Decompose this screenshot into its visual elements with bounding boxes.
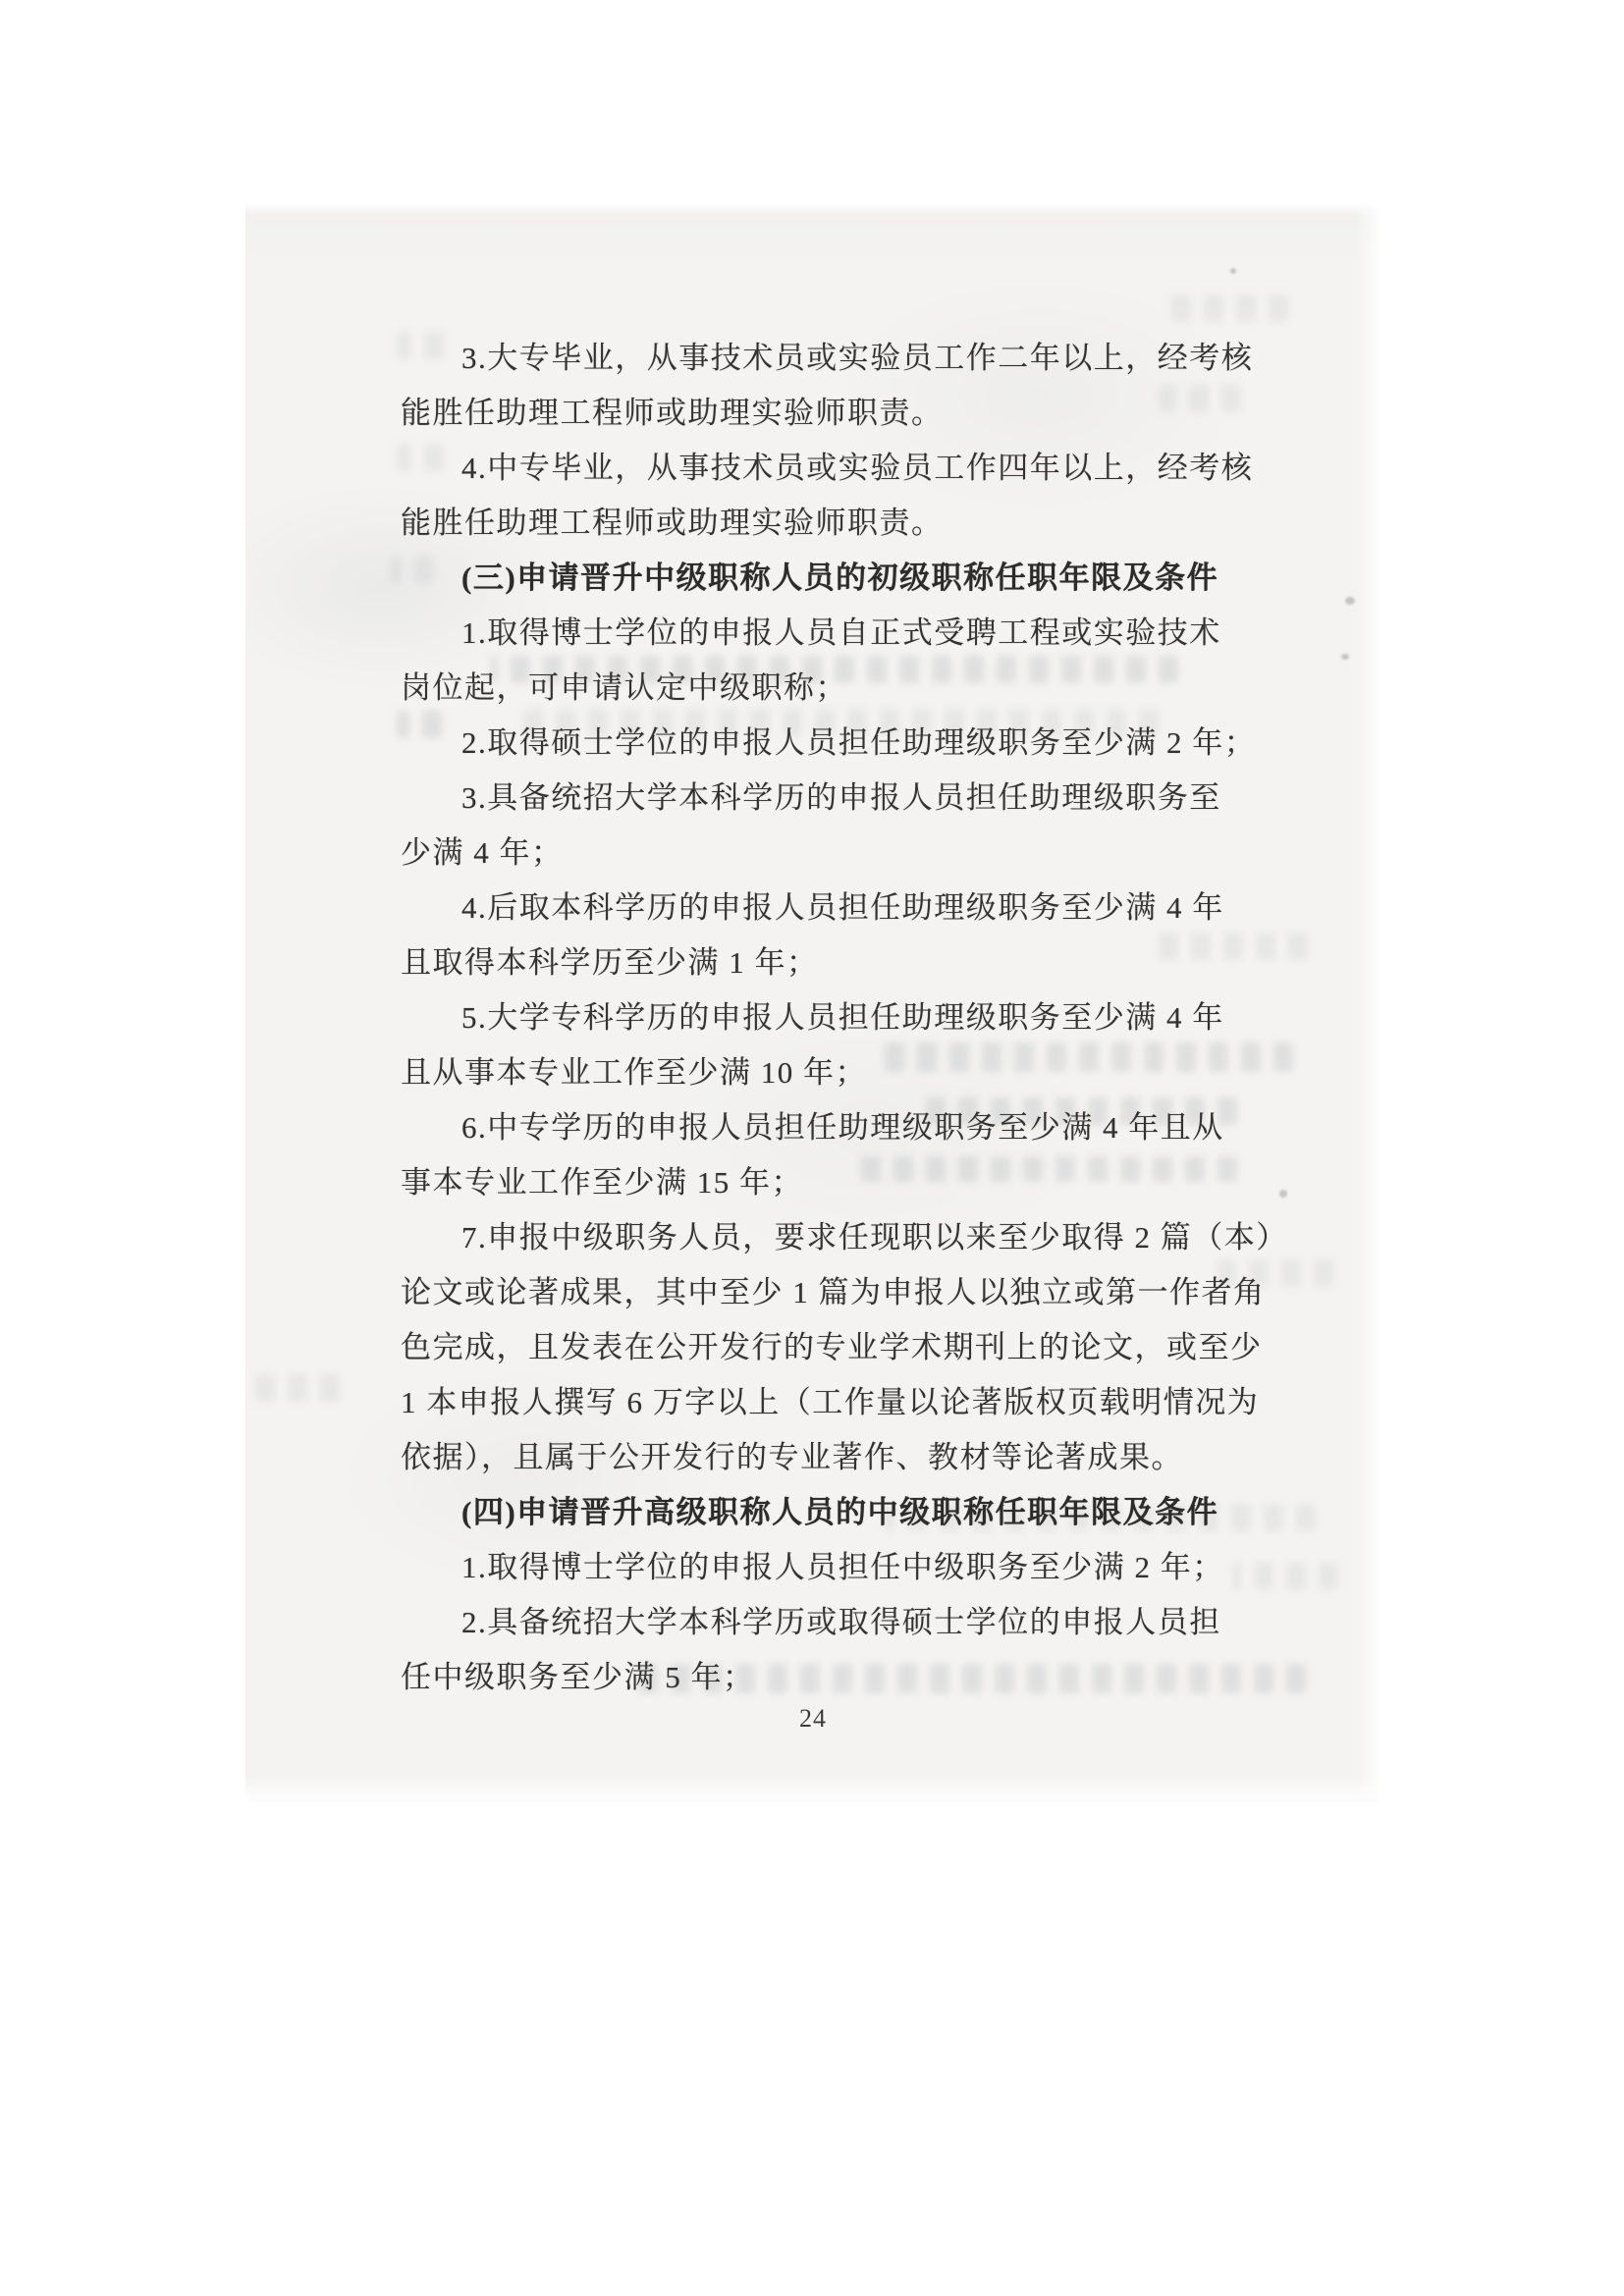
section-heading: (四)申请晋升高级职称人员的中级职称任职年限及条件 [461, 1495, 1219, 1529]
page-number: 24 [799, 1704, 827, 1733]
text-line: 能胜任助理工程师或助理实验师职责。 [401, 396, 944, 430]
text-line: 5.大学专科学历的申报人员担任助理级职务至少满 4 年 [461, 1000, 1224, 1035]
text-line: 3.大专毕业，从事技术员或实验员工作二年以上，经考核 [461, 341, 1254, 375]
text-line: 能胜任助理工程师或助理实验师职责。 [401, 506, 944, 540]
section-heading: (三)申请晋升中级职称人员的初级职称任职年限及条件 [461, 561, 1219, 595]
text-line: 少满 4 年； [401, 835, 564, 870]
text-line: 4.中专毕业，从事技术员或实验员工作四年以上，经考核 [461, 451, 1254, 485]
text-line: 论文或论著成果，其中至少 1 篇为申报人以独立或第一作者角 [401, 1275, 1266, 1309]
text-line: 事本专业工作至少满 15 年； [401, 1165, 803, 1200]
text-line: 任中级职务至少满 5 年； [401, 1660, 755, 1694]
text-line: 4.后取本科学历的申报人员担任助理级职务至少满 4 年 [461, 890, 1224, 925]
text-line: 色完成，且发表在公开发行的专业学术期刊上的论文，或至少 [401, 1330, 1263, 1364]
text-line: 2.取得硕士学位的申报人员担任助理级职务至少满 2 年； [461, 725, 1257, 760]
text-line: 依据），且属于公开发行的专业著作、教材等论著成果。 [401, 1440, 1183, 1474]
text-line: 2.具备统招大学本科学历或取得硕士学位的申报人员担 [461, 1605, 1221, 1639]
text-line: 且从事本专业工作至少满 10 年； [401, 1055, 867, 1090]
text-line: 且取得本科学历至少满 1 年； [401, 945, 819, 980]
text-line: 1.取得博士学位的申报人员自正式受聘工程或实验技术 [461, 615, 1221, 650]
text-line: 6.中专学历的申报人员担任助理级职务至少满 4 年且从 [461, 1110, 1224, 1145]
text-line: 3.具备统招大学本科学历的申报人员担任助理级职务至 [461, 780, 1221, 815]
text-line: 岗位起，可申请认定中级职称； [401, 670, 847, 705]
text-line: 1.取得博士学位的申报人员担任中级职务至少满 2 年； [461, 1550, 1224, 1584]
text-line: 7.申报中级职务人员，要求任现职以来至少取得 2 篇（本） [461, 1220, 1288, 1255]
text-line: 1 本申报人撰写 6 万字以上（工作量以论著版权页载明情况为 [401, 1385, 1260, 1419]
